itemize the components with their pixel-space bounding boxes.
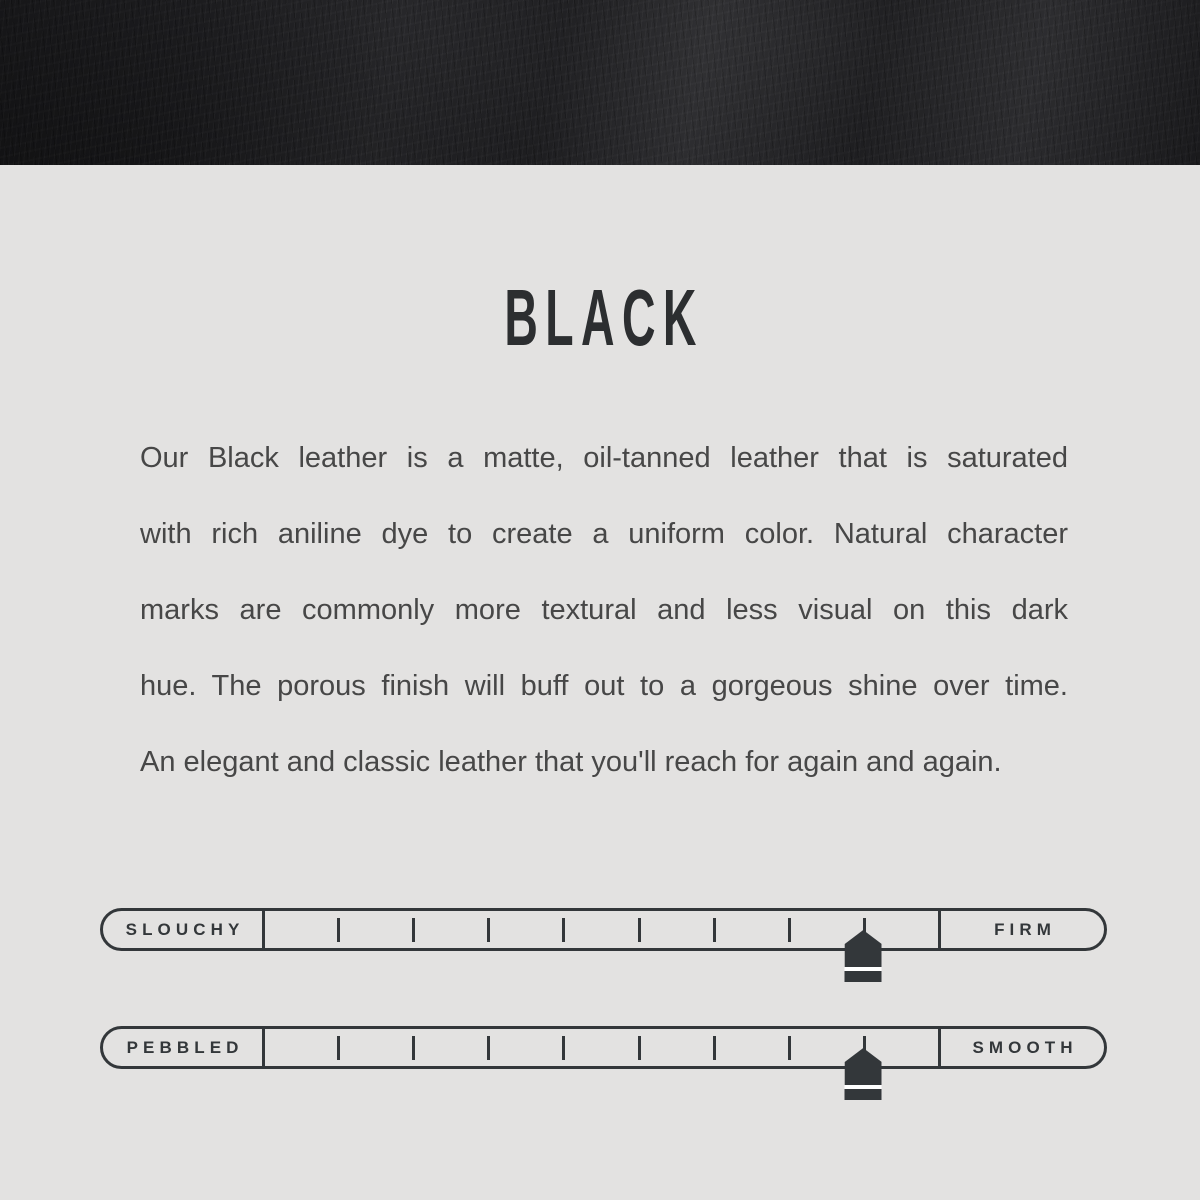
slider-left-label: SLOUCHY [103, 911, 265, 948]
description-line: hue. The porous finish will buff out to a gorgeous shine over time. [140, 670, 1068, 702]
marker-base [845, 1089, 882, 1100]
tick-mark [337, 918, 340, 942]
tick-mark [562, 1036, 565, 1060]
marker-pointer-icon [845, 930, 882, 967]
tick-mark [713, 1036, 716, 1060]
tick-mark [788, 918, 791, 942]
marker-pointer-icon [845, 1048, 882, 1085]
description-line: marks are commonly more textural and less visual on this dark [140, 594, 1068, 626]
tick-mark [638, 1036, 641, 1060]
page-title [0, 265, 1200, 371]
description-line: An elegant and classic leather that you'll reach for again and again. [140, 746, 1002, 778]
slider-right-label: SMOOTH [938, 1029, 1104, 1066]
tick-mark [337, 1036, 340, 1060]
firmness-slider-track[interactable] [265, 911, 938, 948]
tick-mark [487, 918, 490, 942]
description-line: Our Black leather is a matte, oil-tanned leather that is saturated [140, 442, 1068, 474]
tick-mark [412, 918, 415, 942]
texture-slider-marker[interactable] [845, 1048, 882, 1100]
tick-mark [788, 1036, 791, 1060]
slider-right-label: FIRM [938, 911, 1104, 948]
tick-mark [487, 1036, 490, 1060]
tick-mark [412, 1036, 415, 1060]
marker-base [845, 971, 882, 982]
page-title-text: BLACK [503, 273, 704, 362]
description-line: with rich aniline dye to create a uniform color. Natural character [140, 518, 1068, 550]
texture-slider [100, 1026, 1107, 1069]
tick-mark [562, 918, 565, 942]
description-paragraph [140, 420, 1068, 800]
firmness-slider [100, 908, 1107, 951]
slider-left-label: PEBBLED [103, 1029, 265, 1066]
firmness-slider-marker[interactable] [845, 930, 882, 982]
tick-mark [713, 918, 716, 942]
texture-slider-track[interactable] [265, 1029, 938, 1066]
tick-mark [638, 918, 641, 942]
leather-texture-image [0, 0, 1200, 165]
